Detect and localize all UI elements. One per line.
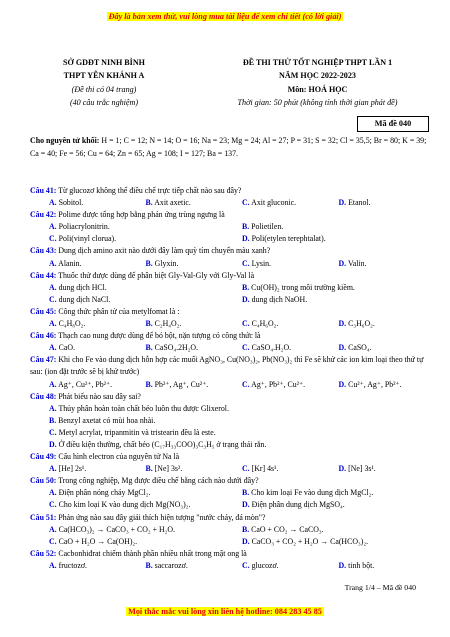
school-year: NĂM HỌC 2022-2023 <box>279 71 356 81</box>
option-text: Poli(etylen terephtalat). <box>251 234 326 244</box>
answer-option <box>242 487 435 499</box>
option-text: Cho kim loại K vào dung dịch Mg(NO₃)₂. <box>58 500 191 510</box>
option-letter: D. <box>242 536 250 546</box>
question-number: Câu 52: <box>30 548 57 558</box>
hotline-banner <box>0 601 450 619</box>
option-letter: A. <box>49 282 57 292</box>
option-text: Pb²⁺, Ag⁺, Cu²⁺. <box>154 379 209 389</box>
atomic-mass-label: Cho nguyên tử khối: <box>30 136 100 145</box>
answer-option <box>339 379 436 391</box>
options-row <box>30 499 435 511</box>
option-text: Glyxin. <box>154 258 179 268</box>
question-text: Phản ứng nào sau đây giải thích hiện tượng "nước chảy, đá mòn"? <box>58 512 266 522</box>
question-text: Cấu hình electron của nguyên tử Na là <box>58 452 180 462</box>
answer-option <box>49 439 435 451</box>
question-count-note: (40 câu trắc nghiệm) <box>69 98 139 108</box>
question-text: Phát biểu nào sau đây sai? <box>58 391 141 401</box>
option-text: C₂H₄O₂. <box>154 319 182 329</box>
answer-option <box>242 221 435 233</box>
answer-option <box>146 258 243 270</box>
option-text: CaSO₄. <box>348 343 372 353</box>
options-row <box>30 487 435 499</box>
question-number: Câu 42: <box>30 210 57 220</box>
department-name: SỞ GDĐT NINH BÌNH <box>63 58 145 67</box>
question-text: Polime được tổng hợp bằng phản ứng trùng ngưng là <box>58 210 225 220</box>
option-letter: B. <box>145 258 153 268</box>
answer-option <box>49 463 146 475</box>
option-letter: D. <box>338 343 347 353</box>
exam-title: ĐỀ THI THỬ TỐT NGHIỆP THPT LẦN 1 <box>242 58 393 67</box>
answer-option <box>242 282 435 294</box>
question-text: Trong công nghiệp, Mg được điều chế bằng cách nào dưới đây? <box>58 476 259 486</box>
options-row <box>30 221 435 233</box>
answer-option <box>49 282 242 294</box>
answer-option <box>242 499 435 511</box>
option-letter: A. <box>49 379 57 389</box>
question-number: Câu 44: <box>30 270 57 280</box>
answer-option <box>49 536 242 548</box>
preview-banner <box>0 6 450 21</box>
question-item <box>30 475 435 511</box>
option-text: CaO + CO₂ → CaCO₃. <box>251 524 324 534</box>
answer-option <box>339 197 436 209</box>
answer-option <box>146 463 243 475</box>
page-footer: Trang 1/4 – Mã đề 040 <box>344 583 416 592</box>
option-text: Metyl acrylat, tripanmitin và tristearin đều là este. <box>58 427 216 437</box>
answer-option <box>49 294 242 306</box>
option-letter: D. <box>242 500 250 510</box>
option-text: Poliacrylonitrin. <box>58 222 110 232</box>
hotline-banner-text: Mọi thắc mắc vui lòng xin liên hệ hotline: 084 283 45 85 <box>128 607 322 616</box>
option-text: CaCO₃ + CO₂ + H₂O → Ca(HCO₃)₂. <box>251 536 369 546</box>
option-letter: B. <box>145 319 153 329</box>
question-number: Câu 46: <box>30 331 57 341</box>
option-text: CaSO₄.H₂O. <box>251 343 292 353</box>
option-text: Alanin. <box>58 258 82 268</box>
option-letter: C. <box>242 560 250 570</box>
option-letter: C. <box>242 343 250 353</box>
question-stem <box>30 185 435 197</box>
question-item <box>30 512 435 548</box>
options-row <box>30 342 435 354</box>
options-row <box>30 439 435 451</box>
option-text: Cu(OH)₂ trong môi trường kiềm. <box>251 282 355 292</box>
question-stem <box>30 451 435 463</box>
options-row <box>30 403 435 415</box>
exam-code-box: Mã đề 040 <box>357 116 429 132</box>
answer-option <box>49 487 242 499</box>
option-text: Ca(HCO₃)₂ → CaCO₃ + CO₂ + H₂O. <box>58 524 176 534</box>
option-letter: B. <box>242 524 250 534</box>
option-text: Benzyl axetat có mùi hoa nhài. <box>58 415 156 425</box>
question-text: Từ glucozơ không thể điều chế trực tiếp chất nào sau đây? <box>58 186 242 195</box>
option-text: CaO + H₂O → Ca(OH)₂. <box>58 536 138 546</box>
option-letter: D. <box>49 439 57 449</box>
answer-option <box>339 318 436 330</box>
option-letter: D. <box>338 560 347 570</box>
option-letter: C. <box>242 464 250 474</box>
answer-option <box>146 379 243 391</box>
atomic-mass-values: H = 1; C = 12; N = 14; O = 16; Na = 23; Mg = 24; Al = 27; P = 31; S = 32; Cl = 35,5; Br = 80; K = 39; Ca = 40; Fe = 56; Cu = 64; Zn = 65; Ag = 108; I = 127; Ba = 137. <box>30 136 427 158</box>
time-limit: Thời gian: 50 phút (không tính thời gian phát đề) <box>237 98 398 108</box>
option-text: fructozơ. <box>58 560 87 570</box>
answer-option <box>49 221 242 233</box>
school-name: THPT YÊN KHÁNH A <box>63 71 145 81</box>
options-row <box>30 294 435 306</box>
option-letter: B. <box>145 198 153 208</box>
question-number: Câu 41: <box>30 186 57 195</box>
question-stem <box>30 270 435 282</box>
question-number: Câu 47: <box>30 355 57 365</box>
answer-option <box>49 427 435 439</box>
question-number: Câu 45: <box>30 306 57 316</box>
option-text: Valin. <box>347 258 367 268</box>
question-number: Câu 49: <box>30 452 57 462</box>
option-letter: D. <box>242 234 250 244</box>
option-letter: B. <box>145 560 153 570</box>
option-text: Cu²⁺, Ag⁺, Pb²⁺. <box>348 379 402 389</box>
option-text: Etanol. <box>348 198 371 208</box>
option-text: [He] 2s¹. <box>58 464 87 474</box>
answer-option <box>146 342 243 354</box>
answer-option <box>49 318 146 330</box>
option-text: Thủy phân hoàn toàn chất béo luôn thu được Glixerol. <box>58 403 229 413</box>
answer-option <box>146 560 243 572</box>
atomic-mass-info <box>30 135 435 160</box>
option-text: CaO. <box>58 343 75 353</box>
option-letter: C. <box>49 427 57 437</box>
question-stem <box>30 354 435 378</box>
option-letter: A. <box>49 403 57 413</box>
option-text: [Ne] 3s¹. <box>348 464 376 474</box>
option-letter: A. <box>49 198 57 208</box>
options-row <box>30 524 435 536</box>
option-text: Điện phân nóng chảy MgCl₂. <box>58 488 151 498</box>
option-text: dung dịch NaOH. <box>251 294 308 304</box>
answer-option <box>49 524 242 536</box>
question-number: Câu 48: <box>30 391 57 401</box>
option-letter: D. <box>338 198 347 208</box>
answer-option <box>49 197 146 209</box>
question-item <box>30 354 435 390</box>
option-text: Sobitol. <box>58 198 84 208</box>
answer-option <box>242 318 339 330</box>
answer-option <box>242 258 339 270</box>
option-letter: A. <box>49 560 57 570</box>
option-text: glucozơ. <box>251 560 279 570</box>
option-letter: A. <box>49 464 57 474</box>
question-stem <box>30 306 435 318</box>
option-text: C₄H₆O₂. <box>251 319 279 329</box>
subject: Môn: HOÁ HỌC <box>287 84 348 94</box>
option-letter: B. <box>145 464 153 474</box>
question-stem <box>30 209 435 221</box>
options-row <box>30 197 435 209</box>
option-letter: C. <box>49 294 57 304</box>
option-letter: B. <box>49 415 57 425</box>
option-letter: C. <box>49 234 57 244</box>
question-stem <box>30 330 435 342</box>
question-text: Công thức phân tử của metylfomat là : <box>58 306 180 316</box>
answer-option <box>49 233 242 245</box>
option-text: C₃H₆O₂. <box>348 319 375 329</box>
option-letter: A. <box>49 488 57 498</box>
answer-option <box>49 379 146 391</box>
answer-option <box>339 560 436 572</box>
options-row <box>30 536 435 548</box>
option-letter: C. <box>242 319 250 329</box>
answer-option <box>242 463 339 475</box>
option-letter: C. <box>242 198 250 208</box>
option-text: Ag⁺, Pb²⁺, Cu²⁺. <box>251 379 306 389</box>
option-letter: B. <box>242 222 250 232</box>
option-letter: A. <box>49 524 57 534</box>
answer-option <box>242 379 339 391</box>
answer-option <box>49 403 435 415</box>
options-row <box>30 282 435 294</box>
answer-option <box>339 342 436 354</box>
option-text: Poli(vinyl clorua). <box>58 234 117 244</box>
answer-option <box>49 560 146 572</box>
answer-option <box>49 415 435 427</box>
question-stem <box>30 512 435 524</box>
question-item <box>30 209 435 245</box>
answer-option <box>49 342 146 354</box>
question-stem <box>30 548 435 560</box>
option-text: Axit gluconic. <box>251 198 297 208</box>
option-letter: B. <box>242 488 250 498</box>
option-text: CaSO₄.2H₂O. <box>154 343 199 353</box>
question-item <box>30 245 435 269</box>
answer-option <box>242 524 435 536</box>
question-stem <box>30 391 435 403</box>
options-row <box>30 560 435 572</box>
question-number: Câu 51: <box>30 512 57 522</box>
option-letter: C. <box>49 500 57 510</box>
question-item <box>30 306 435 330</box>
answer-option <box>242 233 435 245</box>
option-text: Điện phân dung dịch MgSO₄. <box>251 500 345 510</box>
option-letter: B. <box>242 282 250 292</box>
answer-option <box>242 197 339 209</box>
option-text: [Kr] 4s¹. <box>251 464 279 474</box>
option-letter: D. <box>338 464 347 474</box>
option-letter: D. <box>338 258 347 268</box>
options-row <box>30 379 435 391</box>
answer-option <box>242 536 435 548</box>
question-text: Thạch cao nung được dùng để bó bột, nặn tượng có công thức là <box>58 331 261 341</box>
options-row <box>30 258 435 270</box>
options-row <box>30 318 435 330</box>
option-letter: C. <box>242 258 250 268</box>
option-text: Cho kim loại Fe vào dung dịch MgCl₂. <box>251 488 374 498</box>
option-letter: B. <box>145 343 153 353</box>
answer-option <box>49 258 146 270</box>
answer-option <box>49 499 242 511</box>
question-item <box>30 451 435 475</box>
answer-option <box>146 318 243 330</box>
question-item <box>30 548 435 572</box>
question-number: Câu 50: <box>30 476 57 486</box>
option-text: [Ne] 3s². <box>154 464 183 474</box>
question-stem <box>30 475 435 487</box>
question-stem <box>30 245 435 257</box>
option-text: Lysin. <box>251 258 272 268</box>
option-letter: D. <box>338 319 347 329</box>
answer-option <box>339 463 436 475</box>
question-item <box>30 391 435 451</box>
question-text: Thuốc thử được dùng để phân biệt Gly-Val-Gly với Gly-Val là <box>58 270 255 280</box>
option-letter: D. <box>242 294 250 304</box>
question-list <box>30 185 435 572</box>
answer-option <box>146 197 243 209</box>
option-letter: A. <box>49 319 57 329</box>
answer-option <box>242 342 339 354</box>
option-text: Polietilen. <box>251 222 284 232</box>
option-letter: C. <box>49 536 57 546</box>
option-text: dung dịch HCl. <box>58 282 107 292</box>
question-item <box>30 330 435 354</box>
question-item <box>30 270 435 306</box>
options-row <box>30 427 435 439</box>
option-text: Ag⁺, Cu²⁺, Pb²⁺. <box>58 379 113 389</box>
question-item <box>30 185 435 209</box>
option-letter: C. <box>242 379 250 389</box>
options-row <box>30 233 435 245</box>
school-header <box>30 56 178 110</box>
exam-header <box>200 56 435 110</box>
page-count-note: (Đề thi có 04 trang) <box>71 84 137 94</box>
question-number: Câu 43: <box>30 246 57 256</box>
question-text: Cacbonhiđrat chiếm thành phần nhiều nhất trong mật ong là <box>58 548 247 558</box>
option-letter: B. <box>145 379 153 389</box>
answer-option <box>242 294 435 306</box>
option-letter: A. <box>49 343 57 353</box>
answer-option <box>242 560 339 572</box>
option-text: dung dịch NaCl. <box>58 294 111 304</box>
options-row <box>30 463 435 475</box>
option-text: saccarozơ. <box>154 560 188 570</box>
option-text: Ở điều kiện thường, chất béo (C₁₇H₃₃COO)₃C₃H₅ ở trạng thái rắn. <box>58 439 267 449</box>
option-text: tinh bột. <box>348 560 375 570</box>
option-letter: A. <box>49 258 57 268</box>
answer-option <box>339 258 436 270</box>
options-row <box>30 415 435 427</box>
option-text: Axit axetic. <box>154 198 191 208</box>
question-text: Dung dịch amino axit nào dưới đây làm quỳ tím chuyển màu xanh? <box>58 246 271 256</box>
option-letter: D. <box>338 379 347 389</box>
option-letter: A. <box>49 222 57 232</box>
question-text: Khi cho Fe vào dung dịch hỗn hợp các muối AgNO₃, Cu(NO₃)₂, Pb(NO₃)₂ thì Fe sẽ khử các ion kim loại theo thứ tự sau: (ion đặt trước sẽ bị khử trước) <box>30 355 424 377</box>
option-text: C₄H₈O₂. <box>58 319 86 329</box>
preview-banner-text: Đây là bản xem thử, vui lòng mua tài liệu để xem chi tiết (có lời giải) <box>108 12 342 21</box>
